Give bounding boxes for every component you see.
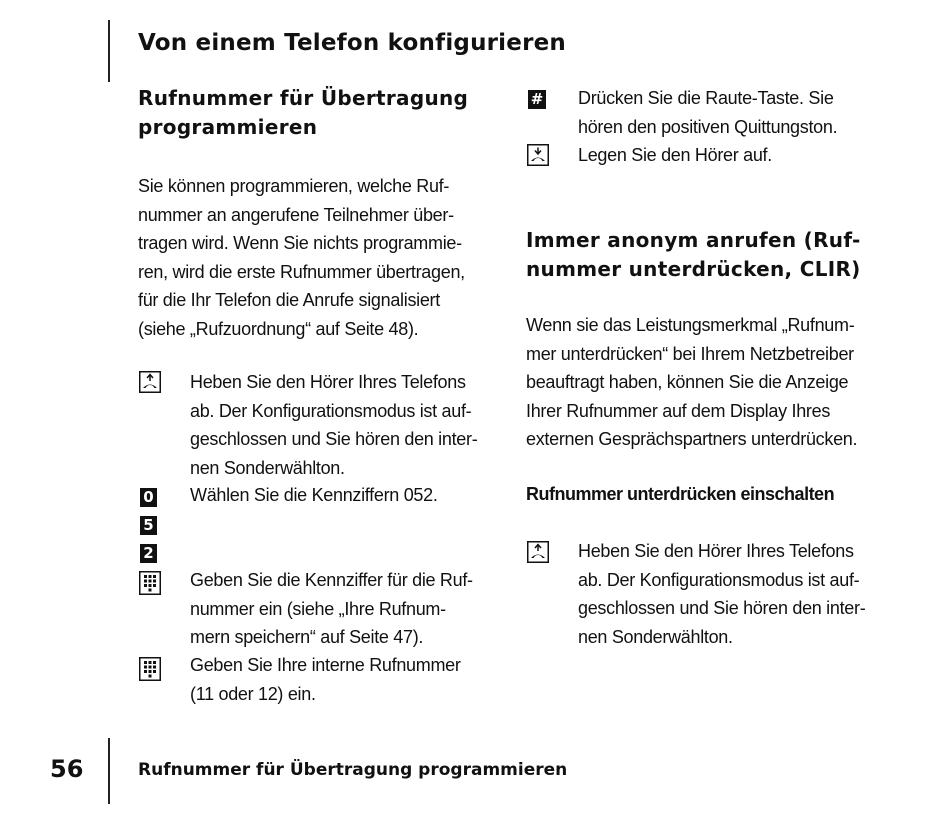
keypad-icon xyxy=(139,571,161,595)
left-step-lift-handset: Heben Sie den Hörer Ihres Telefons ab. Der Konfigurationsmodus ist auf- geschlossen und Sie hören den inter- nen Sonderwählton. xyxy=(190,372,478,478)
right-intro-paragraph: Wenn sie das Leistungsmerkmal „Rufnum- mer unterdrücken“ bei Ihrem Netzbetreiber beauftragt haben, können Sie die Anzeige Ihrer Rufnummer auf dem Display Ihres externen Gesprächspartners unterdrücken. xyxy=(526,315,858,449)
digit-key-5: 5 xyxy=(140,516,157,535)
handset-hangup-icon xyxy=(527,144,549,166)
page-title: Von einem Telefon konfigurieren xyxy=(138,30,566,56)
left-intro-paragraph: Sie können programmieren, welche Ruf- nummer an angerufene Teilnehmer über- tragen wird. Wenn Sie nichts programmie- ren, wird die erste Rufnummer übertragen, für die Ihr Telefon die Anrufe signalisiert (siehe „Rufzuordnung“ auf Seite 48). xyxy=(138,176,465,339)
right-section-heading: Immer anonym anrufen (Ruf- nummer unterdrücken, CLIR) xyxy=(526,228,861,281)
handset-lift-icon xyxy=(139,371,161,393)
right-step-hang-up: Legen Sie den Hörer auf. xyxy=(578,145,772,165)
hash-key: # xyxy=(528,90,546,109)
digit-key-2: 2 xyxy=(140,544,157,563)
page-number: 56 xyxy=(50,755,84,783)
right-step-lift-handset: Heben Sie den Hörer Ihres Telefons ab. Der Konfigurationsmodus ist auf- geschlossen und Sie hören den inter- nen Sonderwählton. xyxy=(578,541,866,647)
left-step-dial-code: Wählen Sie die Kennziffern 052. xyxy=(190,485,438,505)
left-section-heading: Rufnummer für Übertragung programmieren xyxy=(138,86,469,139)
footer-title: Rufnummer für Übertragung programmieren xyxy=(138,760,568,780)
digit-key-0: 0 xyxy=(140,488,157,507)
keypad-icon xyxy=(139,657,161,681)
header-rule xyxy=(108,20,110,82)
right-step-press-hash: Drücken Sie die Raute-Taste. Sie hören den positiven Quittungston. xyxy=(578,88,838,137)
left-step-enter-internal-number: Geben Sie Ihre interne Rufnummer (11 oder 12) ein. xyxy=(190,655,461,704)
left-step-enter-code: Geben Sie die Kennziffer für die Ruf- nummer ein (siehe „Ihre Rufnum- mern speichern“ auf Seite 47). xyxy=(190,570,473,647)
handset-lift-icon xyxy=(527,541,549,563)
right-subheading: Rufnummer unterdrücken einschalten xyxy=(526,484,835,504)
footer-rule xyxy=(108,738,110,804)
